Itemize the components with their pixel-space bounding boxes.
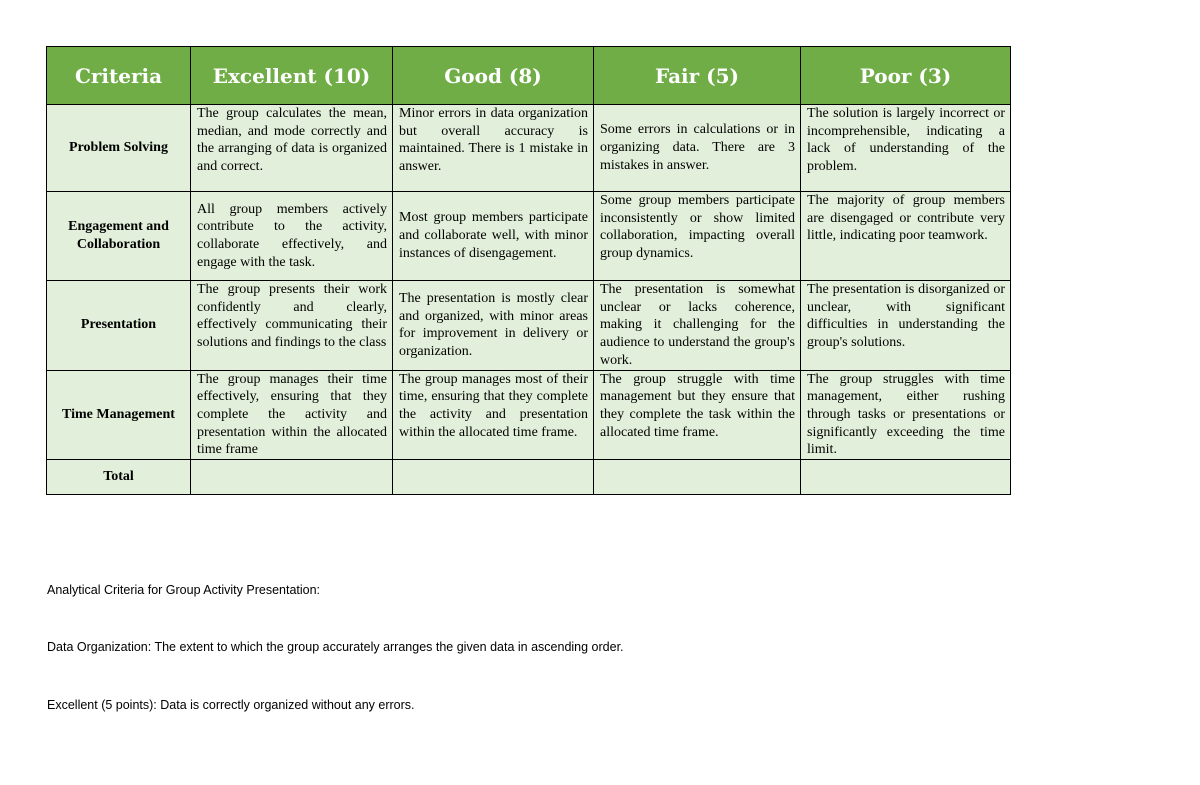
total-fair-cell <box>594 460 801 495</box>
fair-cell: The presentation is somewhat unclear or lacks coherence, making it challenging for the audience to understand the group's work. <box>594 281 801 371</box>
header-poor: Poor (3) <box>801 47 1011 105</box>
criterion-label: Presentation <box>47 281 191 371</box>
fair-cell: Some errors in calculations or in organizing data. There are 3 mistakes in answer. <box>594 105 801 192</box>
good-cell: The presentation is mostly clear and organized, with minor areas for improvement in delivery or organization. <box>393 281 594 371</box>
header-criteria: Criteria <box>47 47 191 105</box>
rubric-table <box>46 46 1011 495</box>
good-cell: The group manages most of their time, ensuring that they complete the activity and presentation within the allocated time frame. <box>393 370 594 460</box>
criterion-label: Engagement and Collaboration <box>47 192 191 281</box>
total-label: Total <box>47 460 191 495</box>
table-row <box>47 281 1011 371</box>
data-organization-note: Data Organization: The extent to which the group accurately arranges the given data in ascending order. <box>47 640 624 654</box>
header-excellent: Excellent (10) <box>191 47 393 105</box>
fair-cell: The group struggle with time management but they ensure that they complete the task within the allocated time frame. <box>594 370 801 460</box>
total-row <box>47 460 1011 495</box>
analytical-criteria-heading: Analytical Criteria for Group Activity Presentation: <box>47 583 321 597</box>
total-poor-cell <box>801 460 1011 495</box>
table-row <box>47 105 1011 192</box>
excellent-cell: The group calculates the mean, median, and mode correctly and the arranging of data is organized and correct. <box>191 105 393 192</box>
excellent-cell: The group manages their time effectively, ensuring that they complete the activity and presentation within the allocated time frame <box>191 370 393 460</box>
fair-cell: Some group members participate inconsistently or show limited collaboration, impacting overall group dynamics. <box>594 192 801 281</box>
total-good-cell <box>393 460 594 495</box>
table-row <box>47 192 1011 281</box>
poor-cell: The solution is largely incorrect or incomprehensible, indicating a lack of understanding of the problem. <box>801 105 1011 192</box>
poor-cell: The majority of group members are disengaged or contribute very little, indicating poor teamwork. <box>801 192 1011 281</box>
header-fair: Fair (5) <box>594 47 801 105</box>
poor-cell: The presentation is disorganized or unclear, with significant difficulties in understanding the group's solutions. <box>801 281 1011 371</box>
poor-cell: The group struggles with time management, either rushing through tasks or presentations or significantly exceeding the time limit. <box>801 370 1011 460</box>
excellent-points-note: Excellent (5 points): Data is correctly organized without any errors. <box>47 698 415 712</box>
good-cell: Most group members participate and collaborate well, with minor instances of disengagement. <box>393 192 594 281</box>
good-cell: Minor errors in data organization but overall accuracy is maintained. There is 1 mistake in answer. <box>393 105 594 192</box>
criterion-label: Problem Solving <box>47 105 191 192</box>
excellent-cell: All group members actively contribute to the activity, collaborate effectively, and engage with the task. <box>191 192 393 281</box>
rubric-header-row <box>47 47 1011 105</box>
header-good: Good (8) <box>393 47 594 105</box>
total-excellent-cell <box>191 460 393 495</box>
table-row <box>47 370 1011 460</box>
criterion-label: Time Management <box>47 370 191 460</box>
excellent-cell: The group presents their work confidently and clearly, effectively communicating their solutions and findings to the class <box>191 281 393 371</box>
